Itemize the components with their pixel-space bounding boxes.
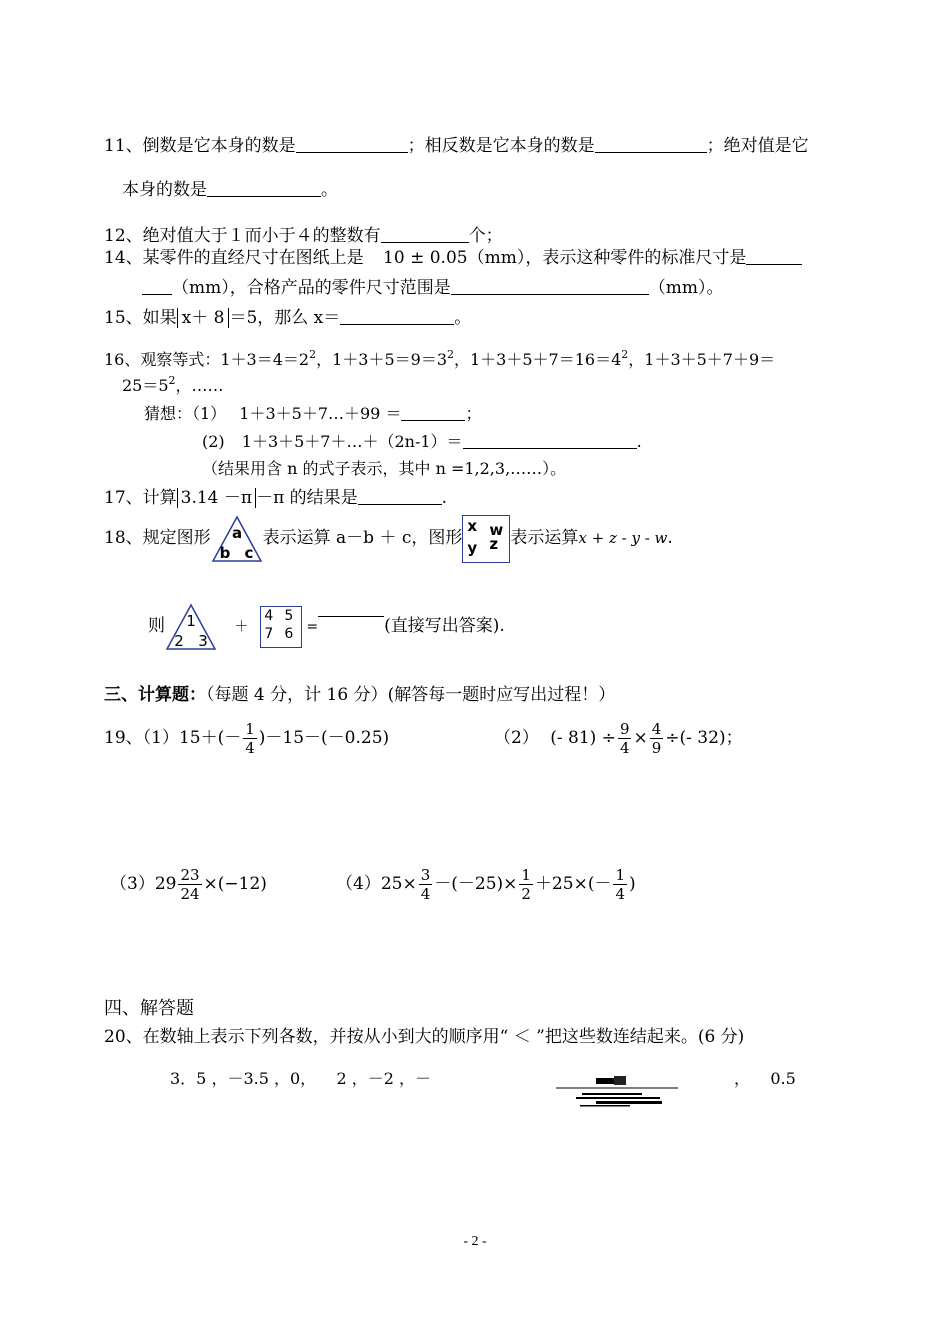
question-16: 16、观察等式：$1+3=4=2^2$，$1+3+5=9=3^2$，$1+3+5+7=16=4^2$，1＋3＋5＋7＋9＝ <box>104 348 776 369</box>
question-19-part-4: （4）25× $\frac{3}{4}$ －(－25)× $\frac{1}{2}$ ＋25×(－ $\frac{1}{4}$ ) <box>336 866 636 903</box>
triangle-example-right: 3 <box>198 631 208 650</box>
question-16-note: （结果用含 n 的式子表示，其中 n =1,2,3,……）。 <box>202 459 567 478</box>
fraction: $\frac{23}{24}$ <box>180 866 200 903</box>
question-15: 15、如果 x＋ 8 ＝5，那么 x＝ 。 <box>104 308 472 328</box>
question-11: 11、倒数是它本身的数是 ；相反数是它本身的数是 ；绝对值是它 <box>104 136 809 156</box>
square-figure-icon: x w y z <box>462 515 510 563</box>
triangle-top-label: a <box>231 523 242 542</box>
question-16-guess-1: 猜想：（1） 1＋3＋5＋7…＋99 ＝ ； <box>144 404 482 423</box>
question-14-line-2: （mm），合格产品的零件尺寸范围是 （mm）。 <box>142 276 724 299</box>
question-20-numbers-tail: ， 0.5 <box>734 1069 796 1088</box>
answer-blank[interactable] <box>142 276 172 295</box>
question-18: 18、规定图形 a b c 表示运算 a－b ＋ c，图形 x w y z 表示运算x + z - y - w. <box>104 512 673 564</box>
triangle-example-left: 2 <box>174 631 184 650</box>
answer-blank[interactable] <box>340 306 454 325</box>
section-3-heading: 三、计算题：（每题 4 分，计 16 分）(解答每一题时应写出过程！） <box>104 685 616 705</box>
question-14: 14、某零件的直经尺寸在图纸上是 10 ± 0.05（mm），表示这种零件的标准尺寸是 <box>104 246 802 269</box>
question-16-guess-2: (2) 1＋3＋5＋7＋…＋（2n-1）＝ . <box>202 432 642 451</box>
answer-blank[interactable] <box>207 178 321 197</box>
fraction: $\frac{3}{4}$ <box>420 866 431 903</box>
answer-blank[interactable] <box>358 486 442 505</box>
triangle-example-top: 1 <box>186 611 196 630</box>
triangle-figure-icon <box>211 514 263 564</box>
answer-blank[interactable] <box>463 430 637 449</box>
answer-blank[interactable] <box>401 402 465 421</box>
absolute-value: 3.14 －π <box>177 488 256 508</box>
answer-blank[interactable] <box>296 134 408 153</box>
absolute-value: x＋ 8 <box>177 308 230 328</box>
answer-blank[interactable] <box>595 134 707 153</box>
answer-blank[interactable] <box>318 598 384 617</box>
question-20: 20、在数轴上表示下列各数，并按从小到大的顺序用“ ＜ ”把这些数连结起来。(6 分) <box>104 1027 745 1047</box>
fraction: $\frac{1}{4}$ <box>615 866 625 903</box>
fraction: $\frac{1}{2}$ <box>521 866 531 903</box>
question-20-numbers: 3．5 ，－3.5 ，0， 2 ，－2 ，－ <box>170 1069 432 1088</box>
question-16-line-2: $25=5^2$，…… <box>122 374 224 395</box>
fraction: $\frac{9}{4}$ <box>619 720 630 757</box>
question-19-part-1: 19、（1）15＋(－ $\frac{1}{4}$ )－15－(－0.25) <box>104 720 390 757</box>
question-11-line-2: 本身的数是 。 <box>122 180 338 200</box>
question-18-line-2: 则 1 2 3 ＋ 4 5 7 6 = (直接写出答案). <box>148 598 505 648</box>
answer-blank[interactable] <box>451 276 649 295</box>
triangle-example-icon <box>165 602 217 652</box>
fraction: $\frac{4}{9}$ <box>651 720 662 757</box>
question-19-part-3: （3）29 $\frac{23}{24}$ ×(−12) <box>110 866 267 903</box>
answer-blank[interactable] <box>746 246 802 265</box>
redacted-number-image <box>552 1074 682 1110</box>
section-4-heading: 四、解答题 <box>104 998 194 1019</box>
square-example-icon: 4 5 7 6 <box>260 606 302 648</box>
question-12: 12、绝对值大于１而小于４的整数有 个； <box>104 226 503 246</box>
question-17: 17、计算 3.14 －π －π 的结果是 . <box>104 488 448 508</box>
triangle-right-label: c <box>244 543 254 562</box>
question-19-part-2: （2） (- 81) ÷ $\frac{9}{4}$ × $\frac{4}{9}$ ÷(- 32)； <box>494 720 743 757</box>
fraction: $\frac{1}{4}$ <box>245 720 255 757</box>
formula: x + z - y - w <box>578 529 668 547</box>
page-number: - 2 - <box>463 1234 487 1249</box>
triangle-left-label: b <box>219 543 231 562</box>
answer-blank[interactable] <box>381 224 469 243</box>
